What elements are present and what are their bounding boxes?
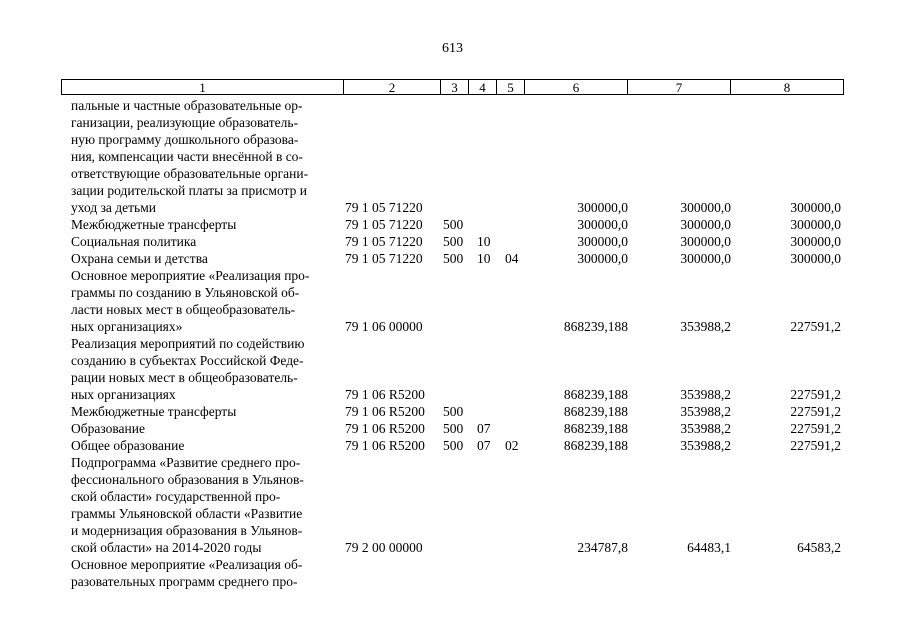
row-col-3: 500 <box>443 217 464 232</box>
row-value-8: 227591,2 <box>790 438 841 453</box>
row-value-7: 353988,2 <box>680 421 731 436</box>
row-col-4: 10 <box>477 251 491 266</box>
row-value-7: 300000,0 <box>680 251 731 266</box>
row-value-8: 300000,0 <box>790 217 841 232</box>
row-value-7: 300000,0 <box>680 217 731 232</box>
table-row <box>0 335 905 403</box>
table-row <box>0 250 905 267</box>
row-code: 79 1 05 71220 <box>345 251 423 266</box>
row-name: Реализация мероприятий по содействию созданию в субъектах Российской Феде- рации новых мест в общеобразователь- ных организациях <box>71 336 305 402</box>
row-name: Межбюджетные трансферты <box>71 404 237 419</box>
row-value-6: 868239,188 <box>563 438 628 453</box>
row-name: Межбюджетные трансферты <box>71 217 237 232</box>
row-col-4: 10 <box>477 234 491 249</box>
row-code: 79 1 06 R5200 <box>345 404 425 419</box>
row-name: Общее образование <box>71 438 185 453</box>
row-value-6: 300000,0 <box>577 200 628 215</box>
header-col-4: 4 <box>468 79 497 95</box>
row-value-8: 227591,2 <box>790 387 841 402</box>
row-col-3: 500 <box>443 404 464 419</box>
table-row <box>0 437 905 454</box>
table-row <box>0 556 905 590</box>
row-value-7: 300000,0 <box>680 234 731 249</box>
row-value-6: 868239,188 <box>563 319 628 334</box>
row-col-5: 04 <box>505 251 519 266</box>
table-row <box>0 97 905 216</box>
row-code: 79 1 06 R5200 <box>345 421 425 436</box>
row-col-5: 02 <box>505 438 519 453</box>
row-value-6: 868239,188 <box>563 421 628 436</box>
table-row <box>0 267 905 335</box>
row-value-7: 353988,2 <box>680 404 731 419</box>
row-name: Образование <box>71 421 145 436</box>
row-value-7: 353988,2 <box>680 319 731 334</box>
row-col-3: 500 <box>443 421 464 436</box>
row-code: 79 1 06 00000 <box>345 319 423 334</box>
table-row <box>0 403 905 420</box>
row-value-8: 300000,0 <box>790 234 841 249</box>
row-col-4: 07 <box>477 421 491 436</box>
header-col-5: 5 <box>496 79 525 95</box>
row-value-6: 234787,8 <box>577 540 628 555</box>
page-number: 613 <box>442 41 463 56</box>
table-row <box>0 420 905 437</box>
row-value-8: 64583,2 <box>797 540 841 555</box>
header-col-8: 8 <box>730 79 844 95</box>
row-name: Подпрограмма «Развитие среднего про- фессионального образования в Ульянов- ской области» государственной про- граммы Ульяновской области «Развитие и модернизация образования в Ульянов- ской области» на 2014-2020 годы <box>71 455 304 555</box>
header-col-2: 2 <box>343 79 441 95</box>
row-col-3: 500 <box>443 234 464 249</box>
row-col-3: 500 <box>443 438 464 453</box>
row-code: 79 1 05 71220 <box>345 217 423 232</box>
table-row <box>0 216 905 233</box>
row-value-6: 300000,0 <box>577 217 628 232</box>
header-col-3: 3 <box>440 79 469 95</box>
header-col-6: 6 <box>524 79 628 95</box>
table-row <box>0 454 905 556</box>
row-value-8: 227591,2 <box>790 319 841 334</box>
row-value-6: 300000,0 <box>577 251 628 266</box>
row-value-8: 300000,0 <box>790 200 841 215</box>
header-col-7: 7 <box>627 79 731 95</box>
row-col-3: 500 <box>443 251 464 266</box>
row-code: 79 2 00 00000 <box>345 540 423 555</box>
row-value-8: 227591,2 <box>790 421 841 436</box>
header-col-1: 1 <box>61 79 344 95</box>
row-code: 79 1 06 R5200 <box>345 438 425 453</box>
row-value-6: 868239,188 <box>563 387 628 402</box>
row-name: Охрана семьи и детства <box>71 251 208 266</box>
row-name: Основное мероприятие «Реализация об- разовательных программ среднего про- <box>71 557 303 589</box>
row-value-6: 300000,0 <box>577 234 628 249</box>
row-value-7: 64483,1 <box>687 540 731 555</box>
row-name: пальные и частные образовательные ор- ганизации, реализующие образователь- ную программу дошкольного образова- ния, компенсации части внесённой в со- ответствующие образовательные органи- зации родительской платы за присмотр и уход за детьми <box>71 98 309 215</box>
row-name: Социальная политика <box>71 234 197 249</box>
row-code: 79 1 05 71220 <box>345 234 423 249</box>
row-code: 79 1 05 71220 <box>345 200 423 215</box>
row-value-7: 300000,0 <box>680 200 731 215</box>
table-row <box>0 233 905 250</box>
row-value-8: 300000,0 <box>790 251 841 266</box>
row-name: Основное мероприятие «Реализация про- граммы по созданию в Ульяновской об- ласти новых мест в общеобразователь- ных организациях» <box>71 268 310 334</box>
row-value-8: 227591,2 <box>790 404 841 419</box>
row-value-7: 353988,2 <box>680 438 731 453</box>
table-body <box>0 97 905 590</box>
row-code: 79 1 06 R5200 <box>345 387 425 402</box>
row-value-7: 353988,2 <box>680 387 731 402</box>
row-value-6: 868239,188 <box>563 404 628 419</box>
row-col-4: 07 <box>477 438 491 453</box>
